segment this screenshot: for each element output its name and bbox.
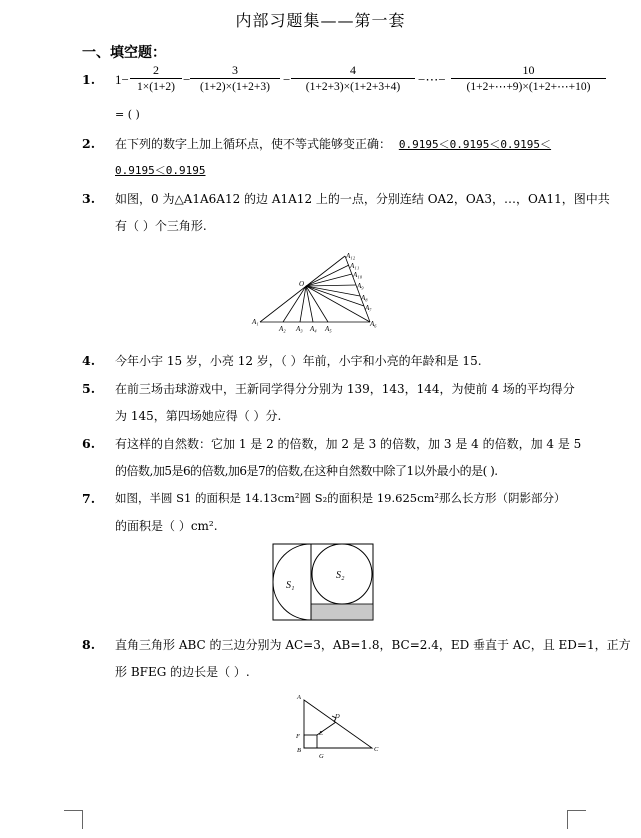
q4-text: 今年小宇 15 岁，小亮 12 岁，（ ）年前，小宇和小亮的年龄和是 15.	[115, 354, 482, 368]
q1-f2-numerator: 3	[232, 63, 238, 77]
label-g: G	[319, 753, 324, 760]
square-bfeg	[304, 735, 317, 748]
q8-line-2: 形 BFEG 的边长是（ ）.	[115, 665, 250, 679]
q1-lead: 1−	[115, 72, 129, 87]
q7-number: 7.	[82, 491, 96, 506]
q3-line-1: 如图，0 为△A1A6A12 的边 A1A12 上的一点，分别连结 OA2，OA3，…，OA11，图中共	[115, 192, 610, 206]
q1-fraction-3	[291, 63, 415, 94]
q3-number: 3.	[82, 191, 96, 206]
segment-o-a10	[306, 274, 352, 286]
page-title: 内部习题集——第一套	[235, 11, 406, 30]
label-a11: A₁₁	[350, 262, 360, 270]
label-a12: A₁₂	[346, 252, 356, 260]
q1-f2-denominator: (1+2)×(1+2+3)	[199, 81, 270, 93]
q1-fraction-4	[451, 63, 606, 94]
fraction-bar	[451, 78, 606, 79]
q1-f4-denominator: (1+2+⋯+9)×(1+2+⋯+10)	[466, 81, 591, 93]
q6-line-1: 有这样的自然数：它加 1 是 2 的倍数，加 2 是 3 的倍数，加 3 是 4 的倍数，加 4 是 5	[115, 437, 582, 451]
q2-prompt: 在下列的数字上加上循环点，使不等式能够变正确：	[115, 137, 392, 151]
q1-minus-1: −	[183, 72, 191, 87]
q4-number: 4.	[82, 353, 96, 368]
label-a7: A₇	[365, 304, 372, 312]
label-o: O	[299, 280, 305, 288]
q2-text	[115, 135, 551, 152]
segment-o-a9	[306, 285, 356, 286]
q1-ellipsis: −⋯−	[418, 72, 446, 87]
label-a6: A₆	[370, 320, 377, 328]
q1-answer: = ( )	[115, 108, 140, 121]
q1-f3-denominator: (1+2+3)×(1+2+3+4)	[305, 81, 401, 93]
q2-inequality-2: 0.9195＜0.9195	[115, 164, 206, 177]
side-a1-a12	[260, 256, 345, 322]
label-c: C	[374, 746, 379, 753]
segment-o-a2	[283, 286, 306, 322]
segment-o-a7	[306, 286, 364, 306]
fraction-bar	[190, 78, 280, 79]
q1-fraction-2	[190, 63, 280, 94]
q8-right-triangle-figure	[292, 690, 382, 762]
q1-number: 1.	[82, 72, 96, 87]
label-a3: A₃	[296, 325, 303, 333]
page-corner-mark-left	[64, 810, 83, 829]
label-a2: A₂	[279, 325, 286, 333]
label-a8: A₈	[361, 294, 368, 302]
triangle-abc	[304, 700, 372, 748]
q1-f1-denominator: 1×(1+2)	[137, 81, 175, 93]
label-s1: S₁	[286, 580, 295, 591]
q6-line-2: 的倍数,加5是6的倍数,加6是7的倍数,在这种自然数中除了1以外最小的是( ).	[115, 464, 498, 478]
q5-number: 5.	[82, 381, 96, 396]
q3-triangle-figure	[250, 250, 385, 335]
label-a5: A₅	[325, 325, 332, 333]
label-s2: S₂	[336, 570, 345, 581]
q1-f3-numerator: 4	[350, 63, 356, 77]
label-e: E	[319, 730, 323, 737]
q8-line-1: 直角三角形 ABC 的三边分别为 AC=3，AB=1.8，BC=2.4，ED 垂直于 AC，且 ED=1，正方	[115, 638, 631, 652]
section-heading: 一、填空题：	[82, 45, 166, 61]
q3-line-2: 有（ ）个三角形.	[115, 219, 207, 233]
q2-number: 2.	[82, 136, 96, 151]
q7-semicircle-figure	[270, 541, 376, 623]
q1-f1-numerator: 2	[153, 63, 159, 77]
segment-o-a11	[306, 265, 349, 286]
q7-line-1: 如图，半圆 S1 的面积是 14.13cm²圆 S₂的面积是 19.625cm²那么长方形（阴影部分）	[115, 491, 566, 505]
label-a9: A₉	[357, 282, 364, 290]
label-a10: A₁₀	[353, 271, 363, 279]
segment-o-a6	[306, 286, 370, 322]
q8-number: 8.	[82, 637, 96, 652]
label-a4: A₄	[310, 325, 317, 333]
q1-minus-2: −	[283, 72, 291, 87]
fraction-bar	[130, 78, 182, 79]
label-a: A	[297, 694, 301, 701]
q1-fraction-1	[130, 63, 182, 94]
q5-line-2: 为 145，第四场她应得（ ）分.	[115, 409, 282, 423]
label-f: F	[296, 733, 300, 740]
page-corner-mark-right	[567, 810, 586, 829]
q6-number: 6.	[82, 436, 96, 451]
shaded-rectangle	[311, 604, 373, 620]
q5-line-1: 在前三场击球游戏中，王新同学得分分别为 139，143，144，为使前 4 场的平均得分	[115, 382, 575, 396]
q1-f4-numerator: 10	[522, 63, 535, 77]
label-d: D	[335, 713, 340, 720]
fraction-bar	[291, 78, 415, 79]
q2-inequality-1: 0.9195＜0.9195＜0.9195＜	[398, 138, 552, 151]
label-a1: A₁	[252, 318, 259, 326]
q7-line-2: 的面积是（ ）cm².	[115, 519, 218, 533]
label-b: B	[297, 747, 301, 754]
